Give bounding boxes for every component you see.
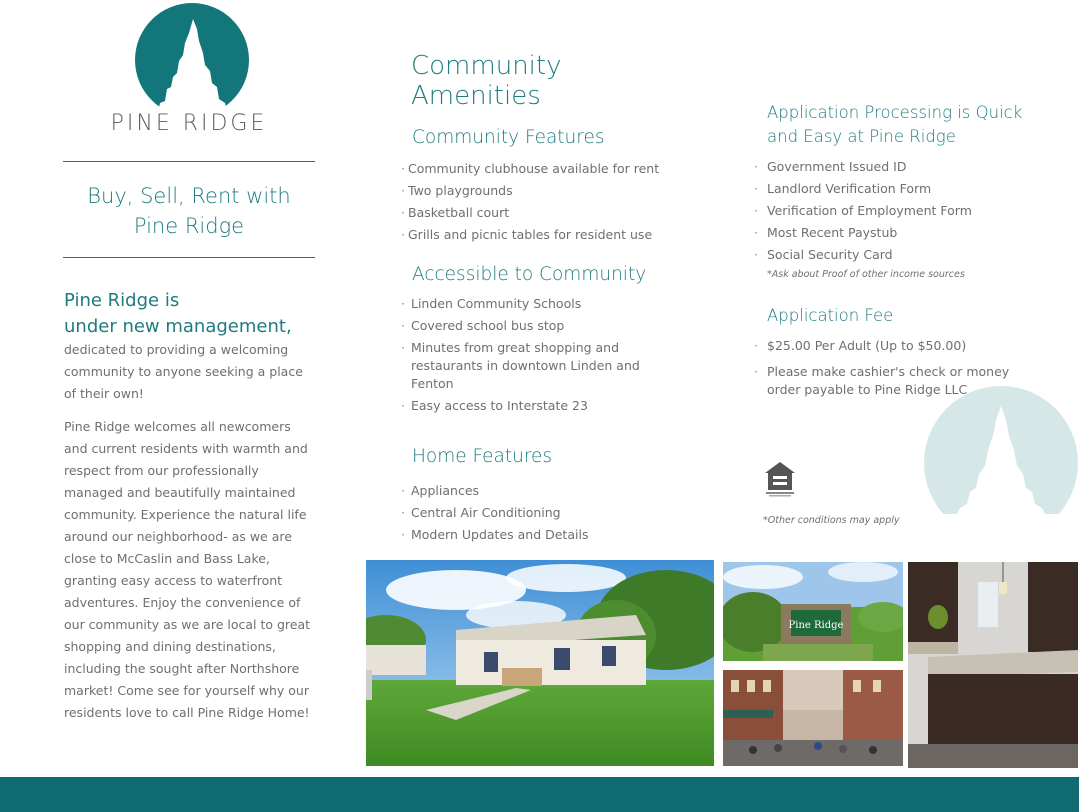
text-line: close to McCaslin and Bass Lake, [64,551,270,566]
text-line: · Please make cashier's check or money [767,364,1010,379]
application-requirements-list [754,156,972,266]
community-features-list [401,158,659,246]
home-features-list [401,480,588,546]
list-item: · Social Security Card [754,244,972,266]
text-line: of their own! [64,386,144,401]
application-fee-list [754,337,1009,399]
list-item: · Grills and picnic tables for resident use [401,224,659,246]
text-line: community. Experience the natural life [64,507,307,522]
text-line: residents love to call Pine Ridge Home! [64,705,310,720]
list-item [401,339,640,393]
list-item: · Verification of Employment Form [754,200,972,222]
text-line: market! Come see for yourself why our [64,683,309,698]
income-note: *Ask about Proof of other income sources [767,269,965,280]
footer-bar [0,777,1079,812]
pine-ridge-watermark-icon [924,386,1078,514]
text-line: Pine Ridge welcomes all newcomers [64,419,291,434]
list-item: · Modern Updates and Details [401,524,588,546]
list-item [754,363,1009,399]
text-line: shopping and dining destinations, [64,639,276,654]
text-line: respect from our professionally [64,463,259,478]
text-line: including the sought after Northshore [64,661,300,676]
amenities-title-line: Community [411,51,562,81]
text-line: and current residents with warmth and [64,441,308,456]
conditions-note: *Other conditions may apply [763,515,900,526]
manufactured-home-photo [366,560,714,766]
tagline-line: Buy, Sell, Rent with [87,184,291,208]
application-heading-line: and Easy at Pine Ridge [767,127,956,146]
text-line: granting easy access to waterfront [64,573,283,588]
list-item: · Community clubhouse available for rent [401,158,659,180]
accessible-heading: Accessible to Community [412,264,647,285]
text-line: restaurants in downtown Linden and [411,358,640,373]
downtown-street-photo [723,670,903,766]
list-item: · Appliances [401,480,588,502]
text-line: adventures. Enjoy the convenience of [64,595,301,610]
intro-paragraph [64,416,314,724]
divider-bottom [63,257,315,258]
equal-housing-opportunity-icon [763,460,797,498]
application-heading-line: Application Processing is Quick [767,103,1023,122]
brand-name: PINE RIDGE [110,111,268,136]
management-heading-line: under new management, [64,316,292,337]
community-features-heading: Community Features [412,127,605,148]
text-line: community to anyone seeking a place [64,364,303,379]
tagline-line: Pine Ridge [133,214,245,238]
list-item: · $25.00 Per Adult (Up to $50.00) [754,337,1009,355]
text-line: around our neighborhood- as we are [64,529,292,544]
application-fee-heading: Application Fee [767,306,894,325]
text-line: our community as we are local to great [64,617,311,632]
management-heading-line: Pine Ridge is [64,290,180,311]
list-item: · Linden Community Schools [401,295,640,313]
list-item: · Central Air Conditioning [401,502,588,524]
amenities-title-line: Amenities [411,81,541,111]
text-line: dedicated to providing a welcoming [64,342,289,357]
pine-ridge-logo-icon [135,3,249,117]
entrance-sign-photo [723,562,903,661]
text-line: · Minutes from great shopping and [411,340,620,355]
list-item: · Two playgrounds [401,180,659,202]
home-features-heading: Home Features [412,446,553,467]
list-item: · Government Issued ID [754,156,972,178]
accessible-list [401,295,640,415]
tagline [63,181,315,241]
list-item: · Basketball court [401,202,659,224]
divider-top [63,161,315,162]
application-heading [767,101,1022,149]
kitchen-interior-photo [908,562,1078,768]
text-line: order payable to Pine Ridge LLC [767,382,968,397]
text-line: managed and beautifully maintained [64,485,296,500]
list-item: · Most Recent Paystub [754,222,972,244]
list-item: · Easy access to Interstate 23 [401,397,640,415]
list-item: · Landlord Verification Form [754,178,972,200]
management-heading [64,288,292,340]
text-line: Fenton [411,376,454,391]
amenities-title [411,51,561,111]
sign-text: Pine Ridge [788,620,844,631]
intro-lines [64,339,314,405]
list-item: · Covered school bus stop [401,317,640,335]
